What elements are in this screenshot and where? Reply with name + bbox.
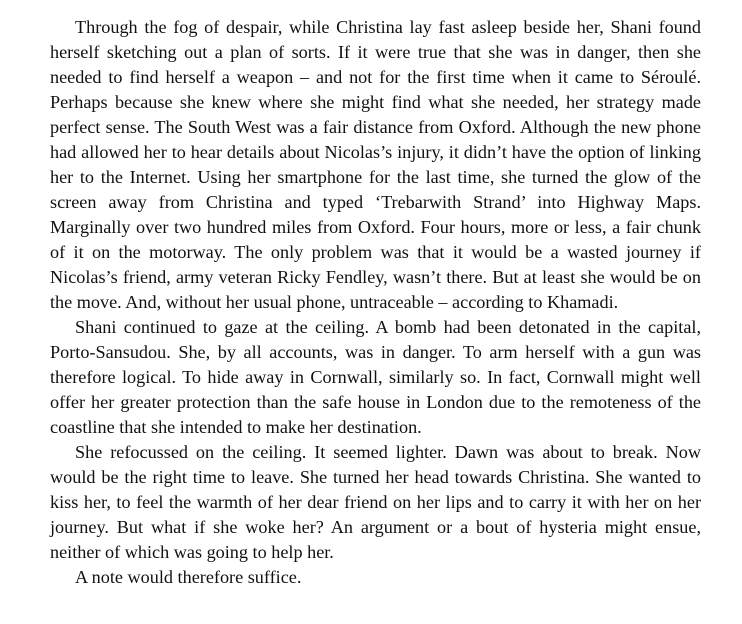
paragraph-4: A note would therefore suffice.: [75, 567, 302, 587]
paragraph-2: Shani continued to gaze at the ceiling. A bomb had been detonated in the capital, Porto-Sansudou. She, by all accounts, was in danger. To arm herself with a gun was therefore logical. To hide away in Cornwall, similarly so. In fact, Cornwall might well offer her greater protection than the safe house in London due to the remoteness of the coastline that she intended to make her destination.: [50, 317, 701, 437]
paragraph-3: She refocussed on the ceiling. It seemed lighter. Dawn was about to break. Now would be the right time to leave. She turned her head towards Christina. She wanted to kiss her, to feel the warmth of her dear friend on her lips and to carry it with her on her journey. But what if she woke her? An argument or a bout of hysteria might ensue, neither of which was going to help her.: [50, 442, 701, 562]
paragraph-1: Through the fog of despair, while Christina lay fast asleep beside her, Shani found herself sketching out a plan of sorts. If it were true that she was in danger, then she needed to find herself a weapon – and not for the first time when it came to Séroulé. Perhaps because she knew where she might find what she needed, her strategy made perfect sense. The South West was a fair distance from Oxford. Although the new phone had allowed her to hear details about Nicolas’s injury, it didn’t have the option of linking her to the Internet. Using her smartphone for the last time, she turned the glow of the screen away from Christina and typed ‘Trebarwith Strand’ into Highway Maps. Marginally over two hundred miles from Oxford. Four hours, more or less, a fair chunk of it on the motorway. The only problem was that it would be a wasted journey if Nicolas’s friend, army veteran Ricky Fendley, wasn’t there. But at least she would be on the move. And, without her usual phone, untraceable – according to Khamadi.: [50, 17, 701, 312]
document-page: [50, 15, 701, 590]
